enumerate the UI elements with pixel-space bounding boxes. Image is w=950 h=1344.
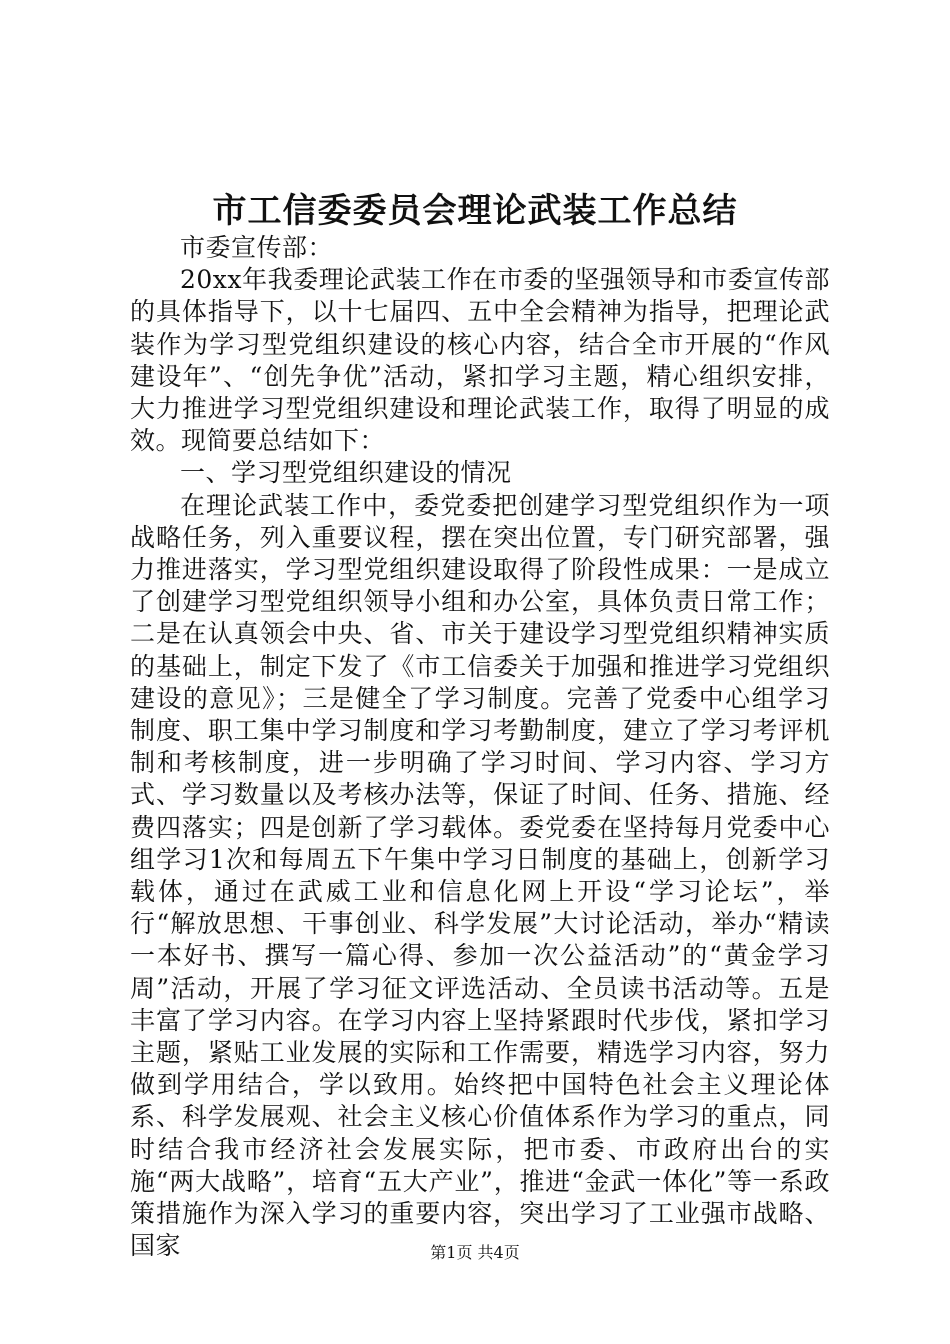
document-body [130,232,830,1263]
document-title: 市工信委委员会理论武装工作总结 [212,191,738,231]
section-heading: 一、学习型党组织建设的情况 [180,458,512,488]
intro-paragraph: 20xx年我委理论武装工作在市委的坚强领导和市委宣传部的具体指导下，以十七届四、五中全会精神为指导，把理论武装作为学习型党组织建设的核心内容，结合全市开展的“作风建设年”、“创先争优”活动，紧扣学习主题，精心组织安排，大力推进学习型党组织建设和理论武装工作，取得了明显的成效。现简要总结如下： [130,265,830,456]
page-footer: 第1页 共4页 [430,1243,520,1262]
salutation: 市委宣传部： [180,233,334,262]
body-paragraph: 在理论武装工作中，委党委把创建学习型党组织作为一项战略任务，列入重要议程，摆在突出位置，专门研究部署，强力推进落实，学习型党组织建设取得了阶段性成果：一是成立了创建学习型党组织领导小组和办公室，具体负责日常工作；二是在认真领会中央、省、市关于建设学习型党组织精神实质的基础上，制定下发了《市工信委关于加强和推进学习党组织建设的意见》；三是健全了学习制度。完善了党委中心组学习制度、职工集中学习制度和学习考勤制度，建立了学习考评机制和考核制度，进一步明确了学习时间、学习内容、学习方式、学习数量以及考核办法等，保证了时间、任务、措施、经费四落实；四是创新了学习载体。委党委在坚持每月党委中心组学习1次和每周五下午集中学习日制度的基础上，创新学习载体，通过在武威工业和信息化网上开设“学习论坛”，举行“解放思想、干事创业、科学发展”大讨论活动，举办“精读一本好书、撰写一篇心得、参加一次公益活动”的“黄金学习周”活动，开展了学习征文评选活动、全员读书活动等。五是丰富了学习内容。在学习内容上坚持紧跟时代步伐，紧扣学习主题，紧贴工业发展的实际和工作需要，精选学习内容，努力做到学用结合，学以致用。始终把中国特色社会主义理论体系、科学发展观、社会主义核心价值体系作为学习的重点，同时结合我市经济社会发展实际，把市委、市政府出台的实施“两大战略”，培育“五大产业”，推进“金武一体化”等一系政策措施作为深入学习的重要内容，突出学习了工业强市战略、国家 [130,490,830,1261]
